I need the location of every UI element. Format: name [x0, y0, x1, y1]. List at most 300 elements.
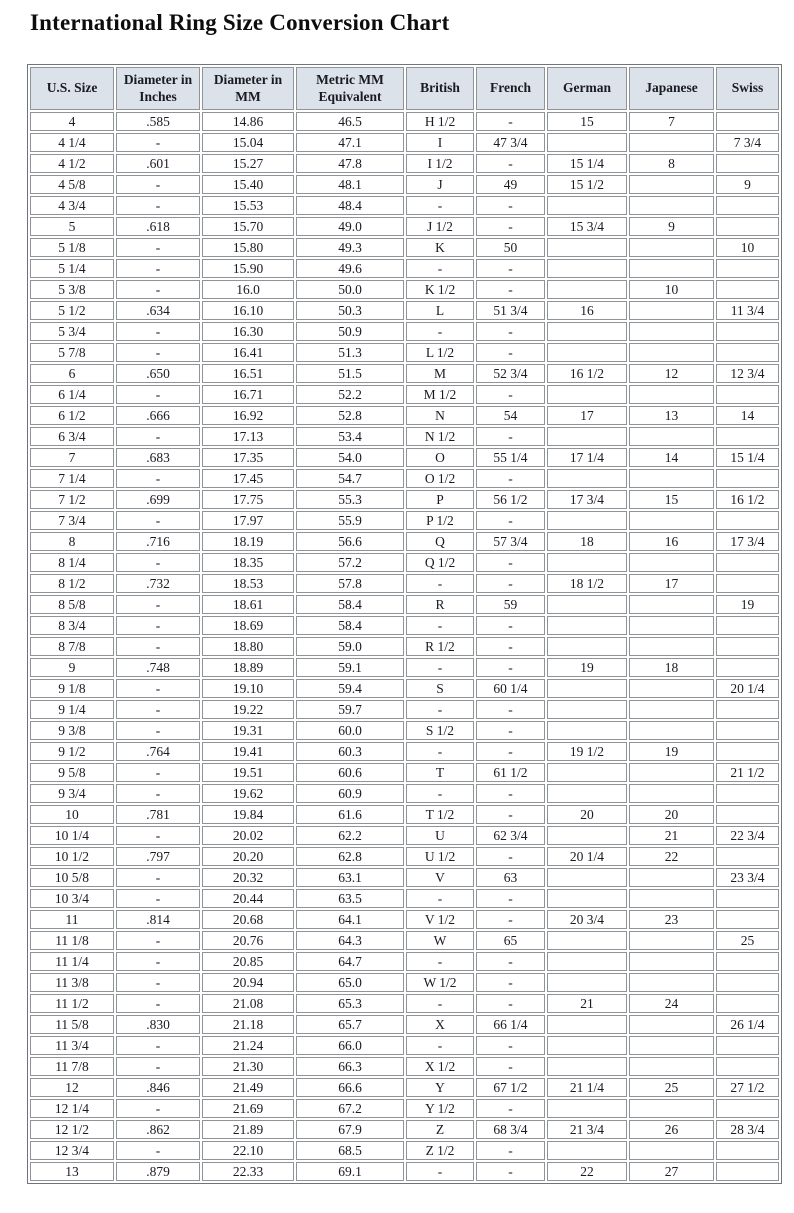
cell-japanese	[629, 637, 714, 656]
cell-french: -	[476, 112, 545, 131]
cell-diameter-mm: 19.62	[202, 784, 294, 803]
cell-japanese: 17	[629, 574, 714, 593]
cell-swiss: 14	[716, 406, 779, 425]
table-row	[30, 154, 779, 173]
cell-swiss	[716, 994, 779, 1013]
column-header-british: British	[406, 67, 474, 110]
cell-british: L	[406, 301, 474, 320]
cell-metric-mm: 52.8	[296, 406, 404, 425]
cell-german	[547, 1099, 627, 1118]
cell-metric-mm: 57.2	[296, 553, 404, 572]
cell-us-size: 5	[30, 217, 114, 236]
cell-us-size: 9 3/8	[30, 721, 114, 740]
cell-french: -	[476, 1036, 545, 1055]
cell-german	[547, 553, 627, 572]
cell-metric-mm: 50.9	[296, 322, 404, 341]
cell-french: -	[476, 637, 545, 656]
cell-british: -	[406, 952, 474, 971]
cell-us-size: 11 5/8	[30, 1015, 114, 1034]
cell-diameter-in: -	[116, 280, 200, 299]
cell-metric-mm: 50.0	[296, 280, 404, 299]
cell-diameter-in: .846	[116, 1078, 200, 1097]
table-row	[30, 910, 779, 929]
cell-german	[547, 1015, 627, 1034]
cell-us-size: 7 3/4	[30, 511, 114, 530]
cell-french: -	[476, 196, 545, 215]
cell-diameter-in: .585	[116, 112, 200, 131]
cell-us-size: 11 1/8	[30, 931, 114, 950]
cell-diameter-in: -	[116, 973, 200, 992]
cell-metric-mm: 55.3	[296, 490, 404, 509]
table-row	[30, 1162, 779, 1181]
cell-diameter-in: .650	[116, 364, 200, 383]
cell-british: -	[406, 1036, 474, 1055]
cell-swiss: 26 1/4	[716, 1015, 779, 1034]
cell-diameter-mm: 21.49	[202, 1078, 294, 1097]
cell-diameter-mm: 15.53	[202, 196, 294, 215]
cell-british: V	[406, 868, 474, 887]
cell-japanese	[629, 952, 714, 971]
cell-swiss	[716, 469, 779, 488]
cell-metric-mm: 54.0	[296, 448, 404, 467]
table-row	[30, 784, 779, 803]
cell-diameter-in: -	[116, 469, 200, 488]
cell-british: -	[406, 259, 474, 278]
cell-british: -	[406, 1162, 474, 1181]
cell-us-size: 4	[30, 112, 114, 131]
cell-diameter-in: -	[116, 175, 200, 194]
cell-us-size: 6 1/4	[30, 385, 114, 404]
cell-swiss	[716, 259, 779, 278]
cell-japanese	[629, 889, 714, 908]
cell-diameter-in: -	[116, 763, 200, 782]
cell-japanese	[629, 700, 714, 719]
cell-japanese: 7	[629, 112, 714, 131]
cell-japanese: 27	[629, 1162, 714, 1181]
cell-diameter-in: -	[116, 679, 200, 698]
cell-swiss: 7 3/4	[716, 133, 779, 152]
cell-diameter-mm: 16.92	[202, 406, 294, 425]
cell-swiss: 25	[716, 931, 779, 950]
cell-japanese	[629, 385, 714, 404]
cell-us-size: 11 1/2	[30, 994, 114, 1013]
cell-diameter-in: -	[116, 868, 200, 887]
cell-diameter-mm: 17.97	[202, 511, 294, 530]
table-row	[30, 469, 779, 488]
cell-japanese	[629, 1015, 714, 1034]
cell-french: -	[476, 343, 545, 362]
cell-british: Q	[406, 532, 474, 551]
cell-diameter-mm: 18.89	[202, 658, 294, 677]
cell-swiss: 12 3/4	[716, 364, 779, 383]
cell-swiss: 20 1/4	[716, 679, 779, 698]
cell-german: 17	[547, 406, 627, 425]
cell-us-size: 9 1/4	[30, 700, 114, 719]
cell-british: Y	[406, 1078, 474, 1097]
cell-french: -	[476, 280, 545, 299]
cell-metric-mm: 62.2	[296, 826, 404, 845]
cell-british: V 1/2	[406, 910, 474, 929]
cell-us-size: 5 3/4	[30, 322, 114, 341]
cell-swiss	[716, 154, 779, 173]
cell-metric-mm: 49.6	[296, 259, 404, 278]
cell-diameter-in: -	[116, 1099, 200, 1118]
table-row	[30, 322, 779, 341]
cell-us-size: 9 1/2	[30, 742, 114, 761]
cell-french: -	[476, 469, 545, 488]
cell-diameter-mm: 19.41	[202, 742, 294, 761]
table-row	[30, 196, 779, 215]
cell-swiss	[716, 658, 779, 677]
cell-japanese: 18	[629, 658, 714, 677]
cell-metric-mm: 64.7	[296, 952, 404, 971]
cell-diameter-mm: 16.41	[202, 343, 294, 362]
cell-diameter-mm: 18.35	[202, 553, 294, 572]
cell-british: Y 1/2	[406, 1099, 474, 1118]
table-row	[30, 847, 779, 866]
cell-swiss	[716, 784, 779, 803]
table-row	[30, 763, 779, 782]
column-header-german: German	[547, 67, 627, 110]
cell-swiss: 11 3/4	[716, 301, 779, 320]
cell-german: 16	[547, 301, 627, 320]
cell-german	[547, 343, 627, 362]
cell-french: -	[476, 322, 545, 341]
cell-metric-mm: 60.9	[296, 784, 404, 803]
cell-diameter-in: .830	[116, 1015, 200, 1034]
cell-french: 55 1/4	[476, 448, 545, 467]
cell-metric-mm: 56.6	[296, 532, 404, 551]
cell-swiss	[716, 805, 779, 824]
cell-diameter-in: -	[116, 700, 200, 719]
cell-british: -	[406, 616, 474, 635]
cell-metric-mm: 58.4	[296, 616, 404, 635]
cell-german	[547, 679, 627, 698]
cell-french: -	[476, 154, 545, 173]
cell-japanese	[629, 616, 714, 635]
cell-french: -	[476, 721, 545, 740]
cell-british: M 1/2	[406, 385, 474, 404]
table-row	[30, 826, 779, 845]
cell-us-size: 12 1/2	[30, 1120, 114, 1139]
table-row	[30, 238, 779, 257]
column-header-diameter-mm: Diameter in MM	[202, 67, 294, 110]
cell-japanese	[629, 595, 714, 614]
cell-british: N 1/2	[406, 427, 474, 446]
cell-swiss: 22 3/4	[716, 826, 779, 845]
cell-swiss: 10	[716, 238, 779, 257]
cell-german: 22	[547, 1162, 627, 1181]
cell-british: K	[406, 238, 474, 257]
cell-diameter-in: .601	[116, 154, 200, 173]
cell-diameter-mm: 19.84	[202, 805, 294, 824]
cell-us-size: 6 1/2	[30, 406, 114, 425]
cell-us-size: 8 1/4	[30, 553, 114, 572]
cell-metric-mm: 64.1	[296, 910, 404, 929]
cell-japanese	[629, 469, 714, 488]
cell-french: -	[476, 385, 545, 404]
cell-metric-mm: 47.1	[296, 133, 404, 152]
cell-diameter-mm: 20.85	[202, 952, 294, 971]
cell-japanese	[629, 973, 714, 992]
cell-german	[547, 889, 627, 908]
cell-french: -	[476, 847, 545, 866]
table-row	[30, 994, 779, 1013]
cell-japanese	[629, 763, 714, 782]
cell-german	[547, 1057, 627, 1076]
cell-metric-mm: 48.1	[296, 175, 404, 194]
table-row	[30, 553, 779, 572]
cell-german	[547, 238, 627, 257]
cell-metric-mm: 67.9	[296, 1120, 404, 1139]
cell-us-size: 8	[30, 532, 114, 551]
cell-german: 15 1/2	[547, 175, 627, 194]
cell-french: 60 1/4	[476, 679, 545, 698]
cell-german	[547, 280, 627, 299]
cell-swiss	[716, 1099, 779, 1118]
table-row	[30, 574, 779, 593]
cell-swiss	[716, 280, 779, 299]
cell-metric-mm: 53.4	[296, 427, 404, 446]
cell-japanese	[629, 427, 714, 446]
cell-german: 15 3/4	[547, 217, 627, 236]
cell-japanese	[629, 343, 714, 362]
cell-japanese	[629, 511, 714, 530]
cell-diameter-mm: 21.18	[202, 1015, 294, 1034]
cell-diameter-in: .634	[116, 301, 200, 320]
cell-us-size: 5 1/8	[30, 238, 114, 257]
cell-metric-mm: 66.0	[296, 1036, 404, 1055]
cell-japanese	[629, 196, 714, 215]
column-header-us-size: U.S. Size	[30, 67, 114, 110]
cell-german: 15	[547, 112, 627, 131]
cell-metric-mm: 68.5	[296, 1141, 404, 1160]
cell-us-size: 8 1/2	[30, 574, 114, 593]
cell-german: 19	[547, 658, 627, 677]
cell-us-size: 10 5/8	[30, 868, 114, 887]
cell-metric-mm: 49.3	[296, 238, 404, 257]
cell-german: 15 1/4	[547, 154, 627, 173]
cell-metric-mm: 59.1	[296, 658, 404, 677]
cell-swiss	[716, 1162, 779, 1181]
cell-british: R 1/2	[406, 637, 474, 656]
cell-diameter-mm: 22.33	[202, 1162, 294, 1181]
cell-metric-mm: 63.1	[296, 868, 404, 887]
cell-diameter-in: -	[116, 511, 200, 530]
cell-diameter-mm: 17.35	[202, 448, 294, 467]
cell-diameter-mm: 21.24	[202, 1036, 294, 1055]
cell-metric-mm: 57.8	[296, 574, 404, 593]
cell-french: -	[476, 1141, 545, 1160]
cell-british: -	[406, 889, 474, 908]
cell-german: 18 1/2	[547, 574, 627, 593]
cell-swiss	[716, 217, 779, 236]
cell-swiss	[716, 889, 779, 908]
cell-german: 21 3/4	[547, 1120, 627, 1139]
cell-french: -	[476, 742, 545, 761]
cell-diameter-mm: 21.30	[202, 1057, 294, 1076]
cell-french: -	[476, 259, 545, 278]
cell-swiss	[716, 196, 779, 215]
cell-french: 51 3/4	[476, 301, 545, 320]
cell-japanese	[629, 301, 714, 320]
cell-german	[547, 931, 627, 950]
cell-diameter-in: .879	[116, 1162, 200, 1181]
cell-us-size: 9 1/8	[30, 679, 114, 698]
cell-us-size: 9	[30, 658, 114, 677]
cell-japanese: 10	[629, 280, 714, 299]
table-row	[30, 343, 779, 362]
table-row	[30, 112, 779, 131]
table-header-row	[30, 67, 779, 110]
cell-japanese: 23	[629, 910, 714, 929]
cell-british: J 1/2	[406, 217, 474, 236]
cell-diameter-mm: 20.94	[202, 973, 294, 992]
table-row	[30, 532, 779, 551]
cell-swiss	[716, 742, 779, 761]
cell-diameter-mm: 16.51	[202, 364, 294, 383]
cell-british: T 1/2	[406, 805, 474, 824]
cell-japanese: 9	[629, 217, 714, 236]
cell-german	[547, 385, 627, 404]
cell-diameter-mm: 19.31	[202, 721, 294, 740]
cell-japanese: 8	[629, 154, 714, 173]
cell-british: X 1/2	[406, 1057, 474, 1076]
cell-metric-mm: 49.0	[296, 217, 404, 236]
cell-diameter-in: -	[116, 553, 200, 572]
cell-swiss	[716, 847, 779, 866]
table-row	[30, 1099, 779, 1118]
cell-diameter-in: -	[116, 238, 200, 257]
cell-diameter-mm: 22.10	[202, 1141, 294, 1160]
cell-swiss	[716, 952, 779, 971]
cell-german	[547, 721, 627, 740]
cell-metric-mm: 66.6	[296, 1078, 404, 1097]
cell-metric-mm: 47.8	[296, 154, 404, 173]
cell-diameter-mm: 15.80	[202, 238, 294, 257]
cell-british: R	[406, 595, 474, 614]
cell-german	[547, 700, 627, 719]
cell-french: 49	[476, 175, 545, 194]
cell-metric-mm: 69.1	[296, 1162, 404, 1181]
cell-british: Z 1/2	[406, 1141, 474, 1160]
cell-diameter-in: -	[116, 133, 200, 152]
cell-swiss: 15 1/4	[716, 448, 779, 467]
table-row	[30, 889, 779, 908]
cell-us-size: 12	[30, 1078, 114, 1097]
cell-french: -	[476, 553, 545, 572]
cell-metric-mm: 62.8	[296, 847, 404, 866]
cell-german: 17 1/4	[547, 448, 627, 467]
cell-us-size: 12 3/4	[30, 1141, 114, 1160]
table-row	[30, 490, 779, 509]
cell-diameter-in: .781	[116, 805, 200, 824]
cell-german: 16 1/2	[547, 364, 627, 383]
cell-british: L 1/2	[406, 343, 474, 362]
cell-swiss	[716, 1141, 779, 1160]
cell-metric-mm: 63.5	[296, 889, 404, 908]
cell-metric-mm: 59.4	[296, 679, 404, 698]
cell-french: -	[476, 217, 545, 236]
column-header-swiss: Swiss	[716, 67, 779, 110]
cell-metric-mm: 67.2	[296, 1099, 404, 1118]
cell-us-size: 8 3/4	[30, 616, 114, 635]
cell-french: 66 1/4	[476, 1015, 545, 1034]
table-row	[30, 931, 779, 950]
cell-french: 50	[476, 238, 545, 257]
cell-diameter-mm: 21.69	[202, 1099, 294, 1118]
cell-metric-mm: 60.0	[296, 721, 404, 740]
table-row	[30, 427, 779, 446]
cell-british: K 1/2	[406, 280, 474, 299]
cell-british: -	[406, 784, 474, 803]
cell-german	[547, 826, 627, 845]
cell-metric-mm: 59.7	[296, 700, 404, 719]
cell-japanese	[629, 175, 714, 194]
cell-german: 20 1/4	[547, 847, 627, 866]
table-row	[30, 805, 779, 824]
cell-diameter-mm: 17.13	[202, 427, 294, 446]
cell-british: M	[406, 364, 474, 383]
cell-us-size: 9 5/8	[30, 763, 114, 782]
cell-us-size: 10	[30, 805, 114, 824]
table-row	[30, 1036, 779, 1055]
cell-metric-mm: 65.0	[296, 973, 404, 992]
table-row	[30, 637, 779, 656]
cell-german	[547, 259, 627, 278]
table-row	[30, 952, 779, 971]
cell-japanese: 13	[629, 406, 714, 425]
cell-british: -	[406, 574, 474, 593]
cell-us-size: 4 1/2	[30, 154, 114, 173]
cell-german	[547, 1141, 627, 1160]
cell-japanese	[629, 721, 714, 740]
cell-us-size: 4 3/4	[30, 196, 114, 215]
cell-japanese	[629, 238, 714, 257]
cell-japanese	[629, 784, 714, 803]
cell-japanese: 22	[629, 847, 714, 866]
cell-swiss: 27 1/2	[716, 1078, 779, 1097]
cell-french: 47 3/4	[476, 133, 545, 152]
cell-metric-mm: 51.3	[296, 343, 404, 362]
cell-french: -	[476, 952, 545, 971]
cell-metric-mm: 55.9	[296, 511, 404, 530]
table-header	[30, 67, 779, 110]
cell-metric-mm: 65.7	[296, 1015, 404, 1034]
cell-us-size: 11	[30, 910, 114, 929]
cell-japanese	[629, 133, 714, 152]
cell-swiss	[716, 427, 779, 446]
table-row	[30, 721, 779, 740]
column-header-diameter-in: Diameter in Inches	[116, 67, 200, 110]
cell-british: S	[406, 679, 474, 698]
cell-diameter-mm: 15.27	[202, 154, 294, 173]
cell-british: W 1/2	[406, 973, 474, 992]
cell-french: -	[476, 700, 545, 719]
cell-us-size: 11 1/4	[30, 952, 114, 971]
cell-british: -	[406, 658, 474, 677]
table-row	[30, 1141, 779, 1160]
cell-french: 54	[476, 406, 545, 425]
cell-french: -	[476, 1057, 545, 1076]
cell-diameter-mm: 16.30	[202, 322, 294, 341]
cell-us-size: 11 3/4	[30, 1036, 114, 1055]
cell-diameter-mm: 16.10	[202, 301, 294, 320]
cell-metric-mm: 66.3	[296, 1057, 404, 1076]
cell-us-size: 8 5/8	[30, 595, 114, 614]
cell-diameter-mm: 20.20	[202, 847, 294, 866]
cell-metric-mm: 59.0	[296, 637, 404, 656]
